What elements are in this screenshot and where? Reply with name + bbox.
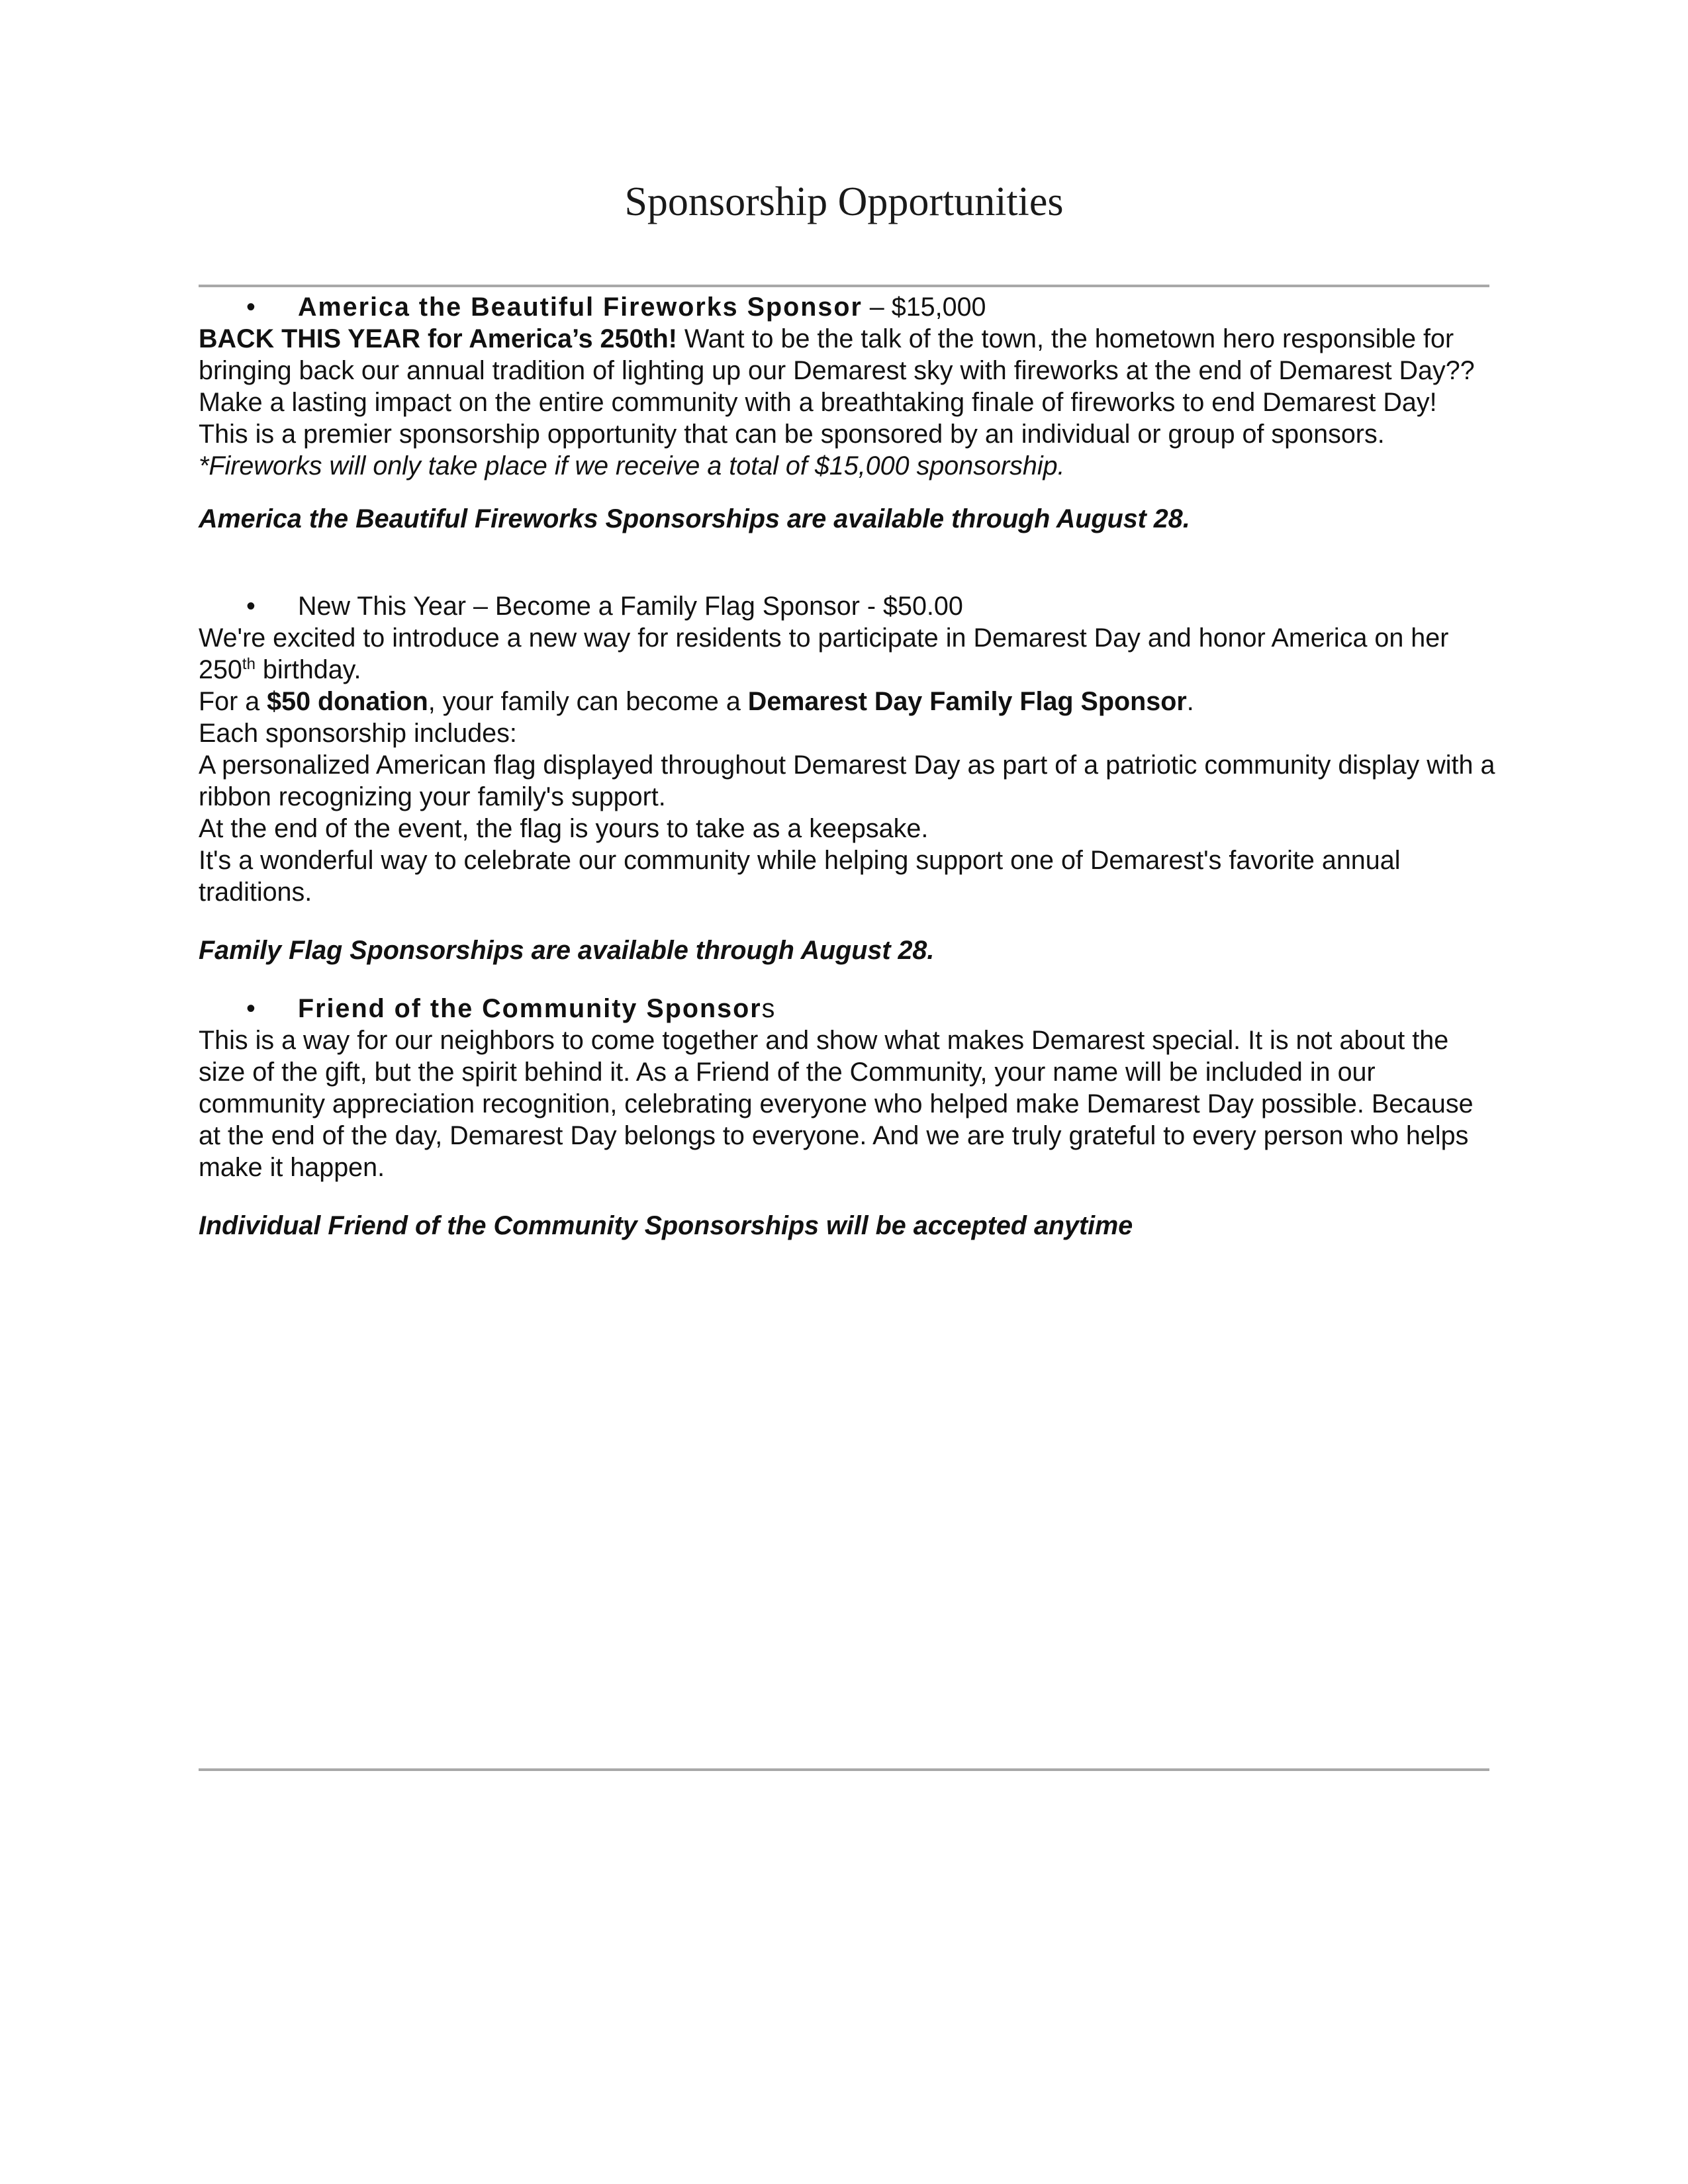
fireworks-impact-paragraph: Make a lasting impact on the entire community with a breathtaking finale of fireworks to end Demarest Day! bbox=[199, 388, 1437, 417]
donation-sponsor-name: Demarest Day Family Flag Sponsor bbox=[747, 687, 1187, 716]
fireworks-sponsor-price: – $15,000 bbox=[862, 293, 986, 322]
page-title: Sponsorship Opportunities bbox=[624, 179, 1064, 224]
bottom-divider bbox=[199, 1768, 1489, 1771]
friend-community-heading bbox=[199, 993, 1496, 1024]
friend-community-title: Friend of the Community Sponsor bbox=[298, 994, 762, 1023]
document-body bbox=[199, 291, 1496, 1242]
bullet-icon: • bbox=[246, 293, 256, 322]
bullet-icon: • bbox=[246, 994, 256, 1023]
family-flag-intro bbox=[199, 622, 1496, 686]
top-divider bbox=[199, 285, 1489, 287]
friend-community-body: This is a way for our neighbors to come together and show what makes Demarest special. It is not about the size of the gift, but the spirit behind it. As a Friend of the Community, your name will be included in our community appreciation recognition, celebrating everyone who helped make Demarest Day possible. Because at the end of the day, Demarest Day belongs to everyone. And we are truly grateful to every person who helps make it happen. bbox=[199, 1026, 1474, 1182]
family-flag-title: New This Year – Become a Family Flag Sponsor - $50.00 bbox=[298, 592, 963, 621]
fireworks-lead-paragraph bbox=[199, 323, 1496, 387]
spacer bbox=[199, 1183, 1496, 1210]
superscript-th: th bbox=[242, 655, 256, 673]
family-flag-availability: Family Flag Sponsorships are available through August 28. bbox=[199, 936, 935, 965]
family-flag-heading bbox=[199, 590, 1496, 622]
spacer bbox=[199, 966, 1496, 993]
family-flag-donation bbox=[199, 686, 1496, 717]
fireworks-lead-bold: BACK THIS YEAR for America’s 250th! bbox=[199, 324, 677, 353]
family-flag-display: A personalized American flag displayed throughout Demarest Day as part of a patriotic community display with a ribbon recognizing your family's support. bbox=[199, 751, 1495, 811]
spacer bbox=[199, 535, 1496, 590]
fireworks-sponsor-title: America the Beautiful Fireworks Sponsor bbox=[298, 293, 863, 322]
family-flag-wonderful: It's a wonderful way to celebrate our community while helping support one of Demarest's favorite annual traditions. bbox=[199, 846, 1401, 907]
donation-end: . bbox=[1186, 687, 1194, 716]
fireworks-availability: America the Beautiful Fireworks Sponsorships are available through August 28. bbox=[199, 504, 1190, 533]
donation-pre: For a bbox=[199, 687, 267, 716]
family-flag-keepsake: At the end of the event, the flag is yours to take as a keepsake. bbox=[199, 814, 929, 843]
friend-community-availability: Individual Friend of the Community Sponsorships will be accepted anytime bbox=[199, 1211, 1133, 1240]
family-flag-includes: Each sponsorship includes: bbox=[199, 719, 517, 748]
fireworks-premier-paragraph: This is a premier sponsorship opportunity that can be sponsored by an individual or group of sponsors. bbox=[199, 420, 1385, 449]
donation-mid: , your family can become a bbox=[428, 687, 748, 716]
spacer bbox=[199, 482, 1496, 503]
family-flag-intro-end: birthday. bbox=[255, 655, 361, 684]
fireworks-sponsor-heading bbox=[199, 291, 1496, 323]
spacer bbox=[199, 908, 1496, 934]
donation-amount: $50 donation bbox=[267, 687, 428, 716]
fireworks-note: *Fireworks will only take place if we receive a total of $15,000 sponsorship. bbox=[199, 451, 1065, 480]
family-flag-intro-text: We're excited to introduce a new way for residents to participate in Demarest Day and honor America on her 250 bbox=[199, 623, 1449, 684]
fireworks-lead-text: Want to be the talk of the town, the hometown hero responsible for bringing back our annual tradition of lighting up our Demarest sky with fireworks at the end of Demarest Day?? bbox=[199, 324, 1475, 385]
bullet-icon: • bbox=[246, 592, 256, 621]
friend-community-title-tail: s bbox=[761, 994, 775, 1023]
